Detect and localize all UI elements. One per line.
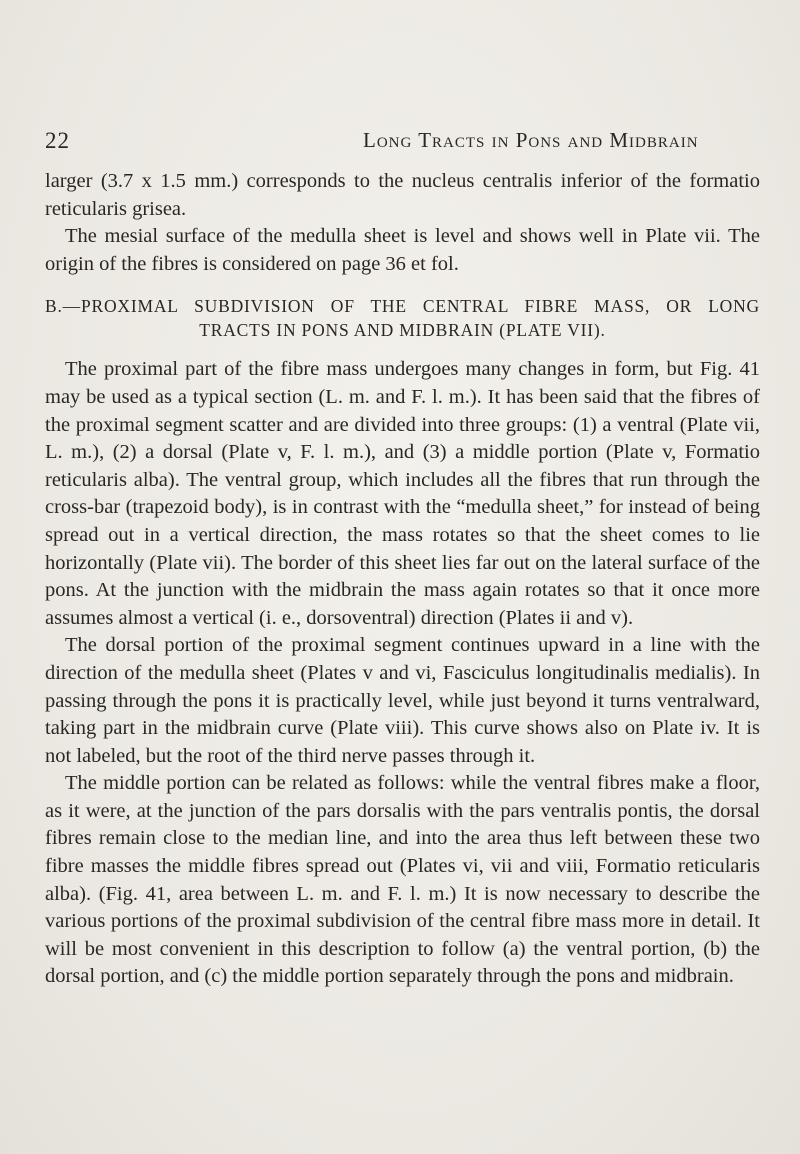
section-heading <box>45 294 760 342</box>
page-header <box>45 128 740 158</box>
page-number: 22 <box>45 128 70 153</box>
paragraph-dorsal-portion: The dorsal portion of the proximal segment continues upward in a line with the direction of the medulla sheet (Plates v and vi, Fasciculus longitudinalis medialis). In passing through the pons it is practically level, while just beyond it turns ventralward, taking part in the midbrain curve (Plate viii). This curve shows also on Plate iv. It is not labeled, but the root of the third nerve passes through it. <box>45 634 760 767</box>
running-head: Long Tracts in Pons and Midbrain <box>363 128 699 152</box>
paragraph-mesial-surface: The mesial surface of the medulla sheet is level and shows well in Plate vii. The origin of the fibres is considered on page 36 et fol. <box>45 225 760 275</box>
section-heading-line-2: TRACTS IN PONS AND MIDBRAIN (PLATE VII). <box>199 320 606 341</box>
section-heading-line-1: B.—PROXIMAL SUBDIVISION OF THE CENTRAL FIBRE MASS, OR LONG <box>45 296 760 317</box>
paragraph-proximal-part: The proximal part of the fibre mass undergoes many changes in form, but Fig. 41 may be used as a typical section (L. m. and F. l. m.). It has been said that the fibres of the proximal segment scatter and are divided into three groups: (1) a ventral (Plate vii, L. m.), (2) a dorsal (Plate v, F. l. m.), and (3) a middle portion (Plate v, Formatio reticularis alba). The ventral group, which includes all the fibres that run through the cross-bar (trapezoid body), is in contrast with the “medulla sheet,” for instead of being spread out in a vertical direction, the mass rotates so that the sheet comes to lie horizontally (Plate vii). The border of this sheet lies far out on the lateral surface of the pons. At the junction with the midbrain the mass again rotates so that it once more assumes almost a vertical (i. e., dorsoventral) direction (Plates ii and v). <box>45 358 760 629</box>
paragraph-continuation: larger (3.7 x 1.5 mm.) corresponds to the nucleus centralis inferior of the formatio reticularis grisea. <box>45 170 760 220</box>
paragraph-middle-portion: The middle portion can be related as follows: while the ventral fibres make a floor, as it were, at the junction of the pars dorsalis with the pars ventralis pontis, the dorsal fibres remain close to the median line, and into the area thus left between these two fibre masses the middle fibres spread out (Plates vi, vii and viii, Formatio reticularis alba). (Fig. 41, area between L. m. and F. l. m.) It is now necessary to describe the various portions of the proximal subdivision of the central fibre mass more in detail. It will be most convenient in this description to follow (a) the ventral portion, (b) the dorsal portion, and (c) the middle portion separately through the pons and midbrain. <box>45 772 760 988</box>
page-body <box>45 168 760 991</box>
